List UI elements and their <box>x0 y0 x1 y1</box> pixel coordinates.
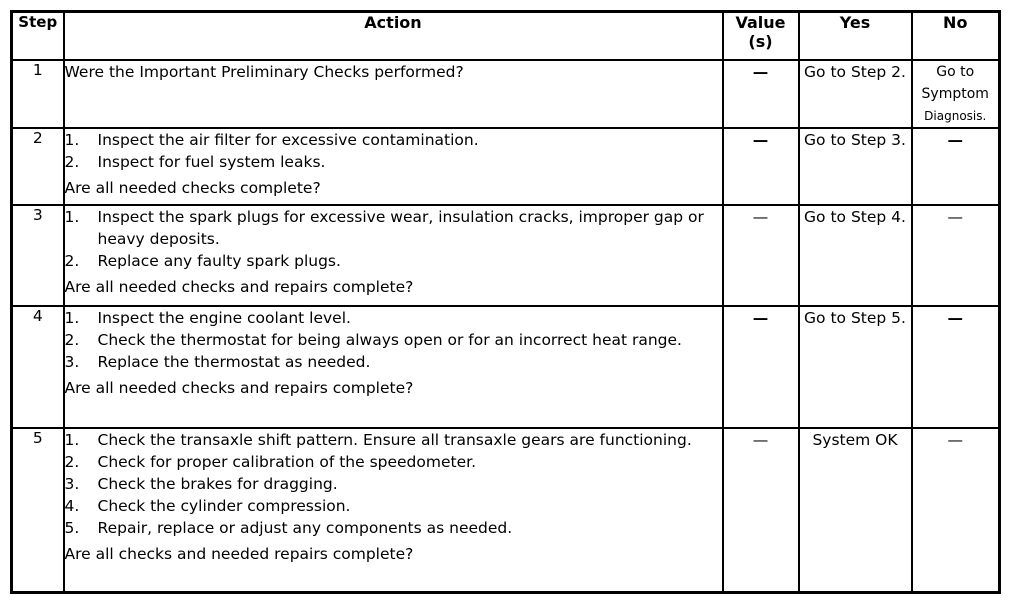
action-item-text: Check for proper calibration of the speedometer. <box>97 453 477 471</box>
action-item-number: 4. <box>64 497 80 515</box>
action-item-number: 1. <box>64 431 80 449</box>
no-line1: Go to <box>936 64 975 80</box>
action-item <box>65 495 722 517</box>
value-cell: — <box>723 205 799 306</box>
no-cell: — <box>912 128 1000 205</box>
value-cell: — <box>723 428 799 592</box>
action-cell <box>64 60 723 128</box>
no-line3: Diagnosis. <box>924 109 987 123</box>
action-item-number: 1. <box>64 208 80 226</box>
action-item-text: Replace any faulty spark plugs. <box>97 252 341 270</box>
action-item-number: 5. <box>64 519 80 537</box>
action-item-number: 2. <box>64 153 80 171</box>
header-action: Action <box>64 12 723 61</box>
action-item-text: Inspect for fuel system leaks. <box>97 153 326 171</box>
yes-cell: Go to Step 2. <box>799 60 912 128</box>
no-line2: Symptom <box>921 86 989 102</box>
no-cell: — <box>912 306 1000 428</box>
action-item <box>65 429 722 451</box>
action-item-text: Repair, replace or adjust any components as needed. <box>97 519 513 537</box>
action-item-text: Inspect the spark plugs for excessive wear, insulation cracks, improper gap or heavy deposits. <box>97 208 704 248</box>
step-number: 1 <box>12 60 64 128</box>
action-item-text: Check the thermostat for being always open or for an incorrect heat range. <box>97 331 682 349</box>
action-cell <box>64 205 723 306</box>
action-item <box>65 250 722 272</box>
action-item <box>65 129 722 151</box>
table-row <box>12 306 1000 428</box>
table-row <box>12 60 1000 128</box>
action-item <box>65 329 722 351</box>
action-question: Were the Important Preliminary Checks performed? <box>64 63 464 81</box>
action-item-number: 2. <box>64 453 80 471</box>
header-value-line1: Value <box>735 13 786 32</box>
table-row <box>12 428 1000 592</box>
action-item <box>65 206 722 250</box>
step-number: 3 <box>12 205 64 306</box>
value-cell: — <box>723 306 799 428</box>
action-item <box>65 517 722 539</box>
action-item-number: 1. <box>64 309 80 327</box>
yes-cell: System OK <box>799 428 912 592</box>
action-question: Are all needed checks complete? <box>64 179 321 197</box>
header-row <box>12 12 1000 61</box>
action-item-text: Inspect the engine coolant level. <box>97 309 351 327</box>
action-item <box>65 307 722 329</box>
action-item-text: Replace the thermostat as needed. <box>97 353 371 371</box>
action-item <box>65 151 722 173</box>
header-value-line2: (s) <box>748 32 773 51</box>
action-cell <box>64 306 723 428</box>
action-question: Are all needed checks and repairs complete? <box>64 379 414 397</box>
header-step: Step <box>12 12 64 61</box>
action-item-text: Check the transaxle shift pattern. Ensure all transaxle gears are functioning. <box>97 431 692 449</box>
yes-cell: Go to Step 5. <box>799 306 912 428</box>
header-yes: Yes <box>799 12 912 61</box>
table-row <box>12 128 1000 205</box>
action-item-text: Inspect the air filter for excessive contamination. <box>97 131 479 149</box>
action-item <box>65 351 722 373</box>
action-question: Are all checks and needed repairs complete? <box>64 545 414 563</box>
value-cell: — <box>723 128 799 205</box>
action-cell <box>64 128 723 205</box>
action-item-number: 2. <box>64 331 80 349</box>
yes-cell: Go to Step 4. <box>799 205 912 306</box>
no-cell: — <box>912 205 1000 306</box>
diagnostic-table <box>10 10 1001 594</box>
value-cell: — <box>723 60 799 128</box>
action-item-number: 2. <box>64 252 80 270</box>
step-number: 2 <box>12 128 64 205</box>
action-cell <box>64 428 723 592</box>
no-cell <box>912 60 1000 128</box>
header-value <box>723 12 799 61</box>
action-item-number: 3. <box>64 353 80 371</box>
action-item <box>65 451 722 473</box>
action-item-text: Check the cylinder compression. <box>97 497 351 515</box>
step-number: 4 <box>12 306 64 428</box>
table-row <box>12 205 1000 306</box>
action-item-number: 1. <box>64 131 80 149</box>
action-question: Are all needed checks and repairs complete? <box>64 278 414 296</box>
action-item <box>65 473 722 495</box>
action-item-text: Check the brakes for dragging. <box>97 475 338 493</box>
header-no: No <box>912 12 1000 61</box>
step-number: 5 <box>12 428 64 592</box>
action-item-number: 3. <box>64 475 80 493</box>
no-cell: — <box>912 428 1000 592</box>
yes-cell: Go to Step 3. <box>799 128 912 205</box>
